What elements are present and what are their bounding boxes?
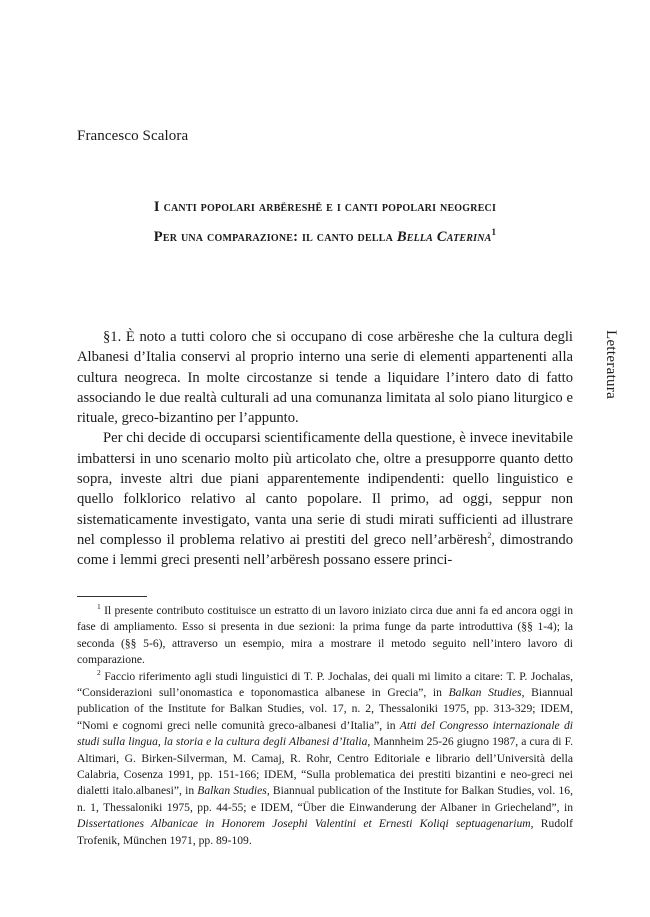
footnote-2-text-e: , Mannheim 25-26 giugno 1987, a cura di F. Altimari, G. Birken-Silverman, M. Camaj, R. Rohr, Centro Editoriale e librario dell’Università della Calabria, Cosenza 1991, pp. 151-166; IDEM, “Sulla problematica dei prestiti bizantini e neo-greci nei dialetti italo.albanesi”, in [77, 735, 573, 798]
footnote-1-number: 1 [97, 602, 101, 612]
footnote-ref-2[interactable]: 2 [487, 531, 492, 541]
title-line-2-text: Per una comparazione: il canto della [153, 229, 397, 245]
footnote-1-text: Il presente contributo costituisce un estratto di un lavoro iniziato circa due anni fa ed ancora oggi in fase di ampliamento. Esso si presenta in due sezioni: la prima funge da parte introduttiva (§§ 1-4); la seconda (§§ 5-6), attraverso un esempio, mira a mostrare il metodo seguito nell’intero lavoro di comparazione. [77, 604, 573, 667]
footnote-2-journal-2: Balkan Studies [197, 784, 267, 798]
footnote-2-text-c: , Biannual publication of the Institute for Balkan Studies, vol. 17, n. 2, Thessaloniki 1975, pp. 313-329; IDEM, “Nomi e cognomi greci nelle comunità greco-albanesi d’Italia”, in [77, 686, 573, 732]
body-text [77, 327, 573, 571]
footnotes [77, 603, 573, 849]
footnote-2-proceedings: Atti del Congresso internazionale di studi sulla lingua, la storia e la cultura degli Albanesi d’Italia [77, 718, 573, 749]
footnote-ref-1[interactable]: 1 [491, 227, 497, 238]
article-title-line-2 [60, 229, 590, 246]
footnote-1 [77, 603, 573, 669]
article-title-line-1: I canti popolari arbëreshë e i canti popolari neogreci [153, 199, 497, 215]
footnote-2 [77, 669, 573, 849]
section-side-label: Letteratura [603, 330, 619, 400]
footnote-2-number: 2 [97, 667, 101, 677]
footnote-divider [77, 596, 147, 597]
paragraph-2 [77, 428, 573, 570]
footnote-2-text-a: Faccio riferimento agli studi linguistici di T. P. Jochalas, dei quali mi limito a citare: T. P. Jochalas, “Considerazioni sull’onomastica e toponomastica albanese in Grecia”, in [77, 669, 573, 700]
title-line-2-italic: Bella Caterina [396, 229, 492, 245]
footnote-2-journal-1: Balkan Studies [448, 686, 522, 700]
paragraph-2-text: Per chi decide di occuparsi scientificamente della questione, è invece inevitabile imbattersi in uno scenario molto più articolato che, oltre a presupporre quanto detto sopra, investe altri due piani apparentemente indipendenti: quello linguistico e quello folklorico relativo al canto popolare. Il primo, ad oggi, seppur non sistematicamente investigato, vanta una serie di studi mirati sufficienti ad illustrare nel complesso il problema relativo ai prestiti del greco nell’arbëresh [77, 430, 573, 548]
footnote-2-text-i: , Rudolf Trofenik, München 1971, pp. 89-109. [77, 817, 573, 847]
paragraph-1: §1. È noto a tutti coloro che si occupano di cose arbëreshe che la cultura degli Albanesi d’Italia conservi al proprio interno una serie di elementi appartenenti alla cultura neogreca. In molte circostanze si tende a liquidare l’intero dato di fatto associando le due realtà culturali ad una comunanza limitata al solo piano liturgico e rituale, greco-bizantino per l’appunto. [77, 329, 573, 427]
footnote-2-dissertationes: Dissertationes Albanicae in Honorem Josephi Valentini et Ernesti Koliqi septuagenarium [77, 817, 531, 831]
author-name: Francesco Scalora [77, 128, 189, 144]
footnote-2-text-g: , Biannual publication of the Institute for Balkan Studies, vol. 16, n. 1, Thessaloniki 1975, pp. 44-55; e IDEM, “Über die Einwanderung der Albaner in Griecheland”, in [77, 784, 573, 814]
paragraph-2-end: , dimostrando come i lemmi greci presenti nell’arbëresh possano essere princi- [77, 531, 573, 569]
